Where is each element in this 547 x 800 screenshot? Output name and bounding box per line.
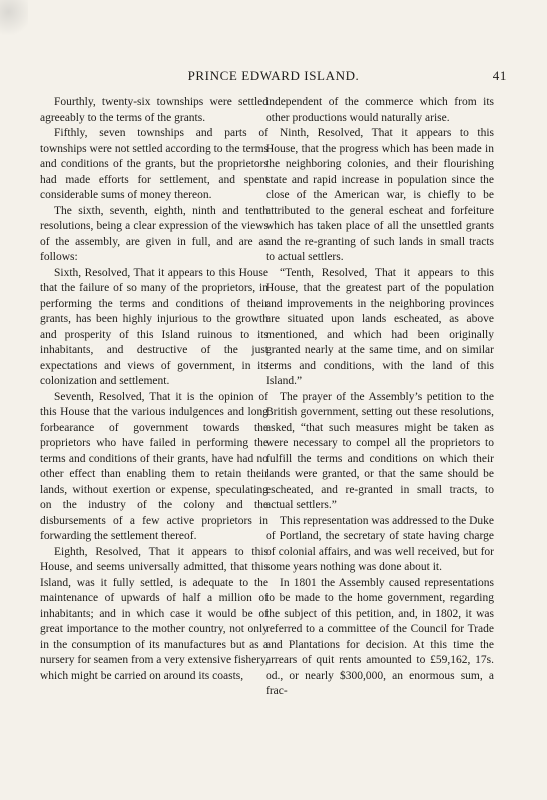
paragraph: Fourthly, twenty-six townships were settled agreeably to the terms of the grants.	[40, 96, 268, 124]
paragraph-continued: independent of the commerce which from its other productions would naturally arise.	[266, 96, 494, 124]
page-number: 41	[492, 68, 507, 83]
paragraph: Seventh, Resolved, That it is the opinion of this House that the various indulgences and long forbearance of government towards the proprietors who have failed in performing the terms and conditions of their grants, have had no other effect than enabling them to retain their lands, without exertion or expense, speculating on the industry of the colony and the disbursements of a few active proprietors in forwarding the settlement thereof.	[40, 390, 268, 542]
running-title: PRINCE EDWARD ISLAND.	[187, 68, 360, 83]
paragraph: “Tenth, Resolved, That it appears to this House, that the greatest part of the population and improvements in the neighboring provinces are situated upon lands escheated, as above mentioned, and which had been originally granted nearly at the same time, and on similar terms and conditions, with the land of this Island.”	[266, 266, 494, 387]
paragraph: Sixth, Resolved, That it appears to this House that the failure of so many of the proprietors, in performing the terms and conditions of their grants, has been highly injurious to the growth and prosperity of this Island ruinous to its inhabitants, and destructive of the just expectations and views of government, in its colonization and settlement.	[40, 266, 268, 387]
left-column	[40, 95, 268, 684]
running-header	[40, 68, 507, 84]
paragraph: Ninth, Resolved, That it appears to this House, that the progress which has been made in the neighboring colonies, and their flourishing state and rapid increase in population since the close of the American war, is chiefly to be attributed to the general escheat and forfeiture which has taken place of all the unsettled grants and the re-granting of such lands in small tracts to actual settlers.	[266, 127, 494, 263]
paragraph: Fifthly, seven townships and parts of townships were not settled according to the terms and conditions of the grants, but the proprietors had made efforts for settlement, and spent considerable sums of money thereon.	[40, 127, 268, 201]
paragraph: Eighth, Resolved, That it appears to this House, and seems universally admitted, that this Island, was it fully settled, is adequate to the maintenance of upwards of half a million of inhabitants; and in which case it would be of great importance to the mother country, not only in the consumption of its manufactures but as a nursery for seamen from a very extensive fishery, which might be carried on around its coasts,	[40, 545, 268, 682]
page-smudge	[0, 0, 28, 40]
paragraph: In 1801 the Assembly caused representations to be made to the home government, regarding the subject of this petition, and, in 1802, it was referred to a committee of the Council for Trade and Plantations for decision. At this time the arrears of quit rents amounted to £59,162, 17s. od., or nearly $300,000, an enormous sum, a frac-	[266, 576, 494, 697]
right-column	[266, 95, 494, 700]
paragraph: The prayer of the Assembly’s petition to the British government, setting out these resolutions, asked, “that such measures might be taken as were necessary to compel all the proprietors to fulfill the terms and conditions on which their lands were granted, or that the same should be escheated, and re-granted in small tracts, to actual settlers.”	[266, 390, 494, 511]
paragraph: This representation was addressed to the Duke of Portland, the secretary of state having charge of colonial affairs, and was well received, but for some years nothing was done about it.	[266, 514, 494, 573]
paragraph: The sixth, seventh, eighth, ninth and tenth resolutions, being a clear expression of the views of the assembly, are given in full, and are as follows:	[40, 204, 268, 263]
